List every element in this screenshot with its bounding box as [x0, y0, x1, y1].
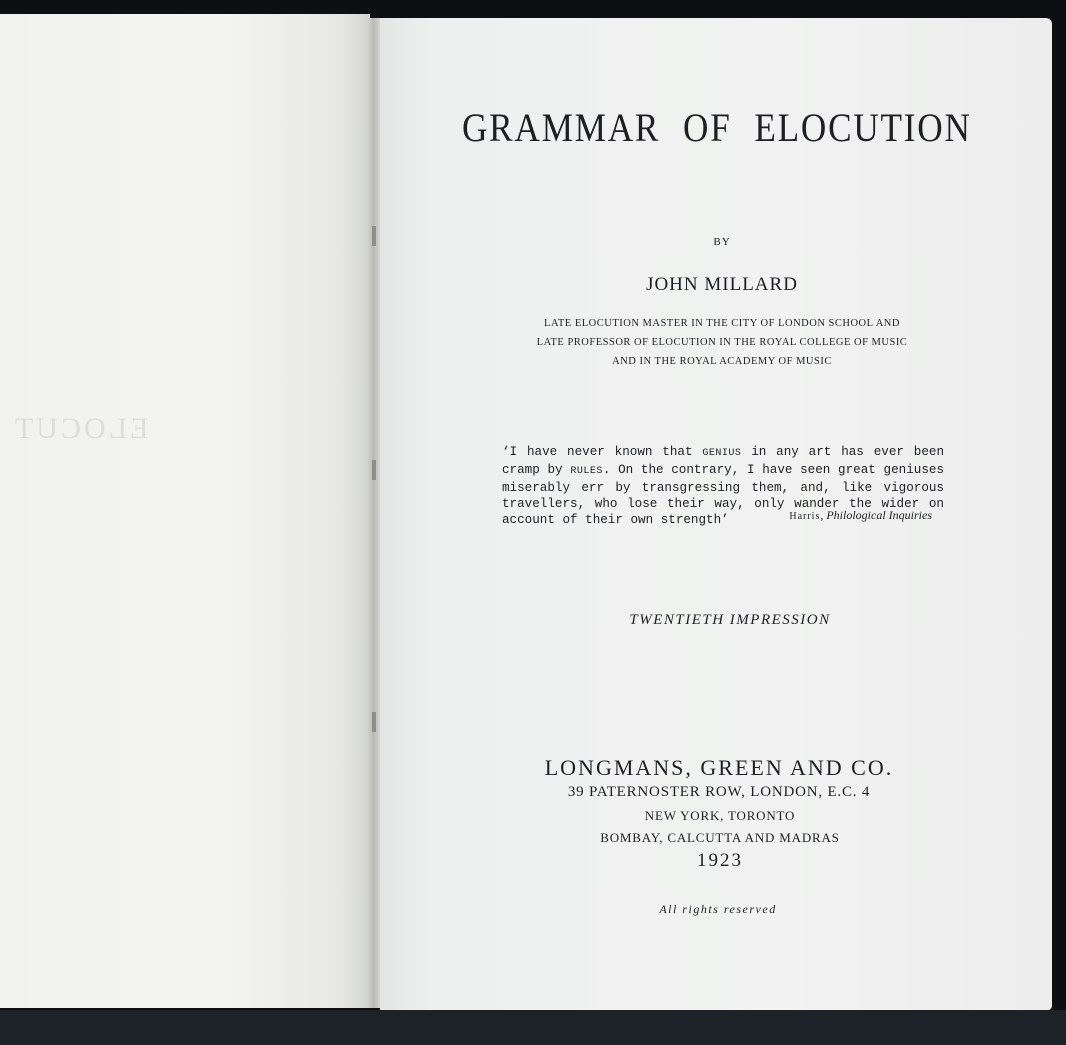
book-title: GRAMMAR OF ELOCUTION — [462, 105, 972, 150]
epigraph-text: ‘I have never known that — [502, 445, 703, 459]
attribution-name: Harris — [789, 511, 821, 522]
publisher-address: 39 PATERNOSTER ROW, LONDON, E.C. 4 — [567, 784, 871, 800]
binding-stitch — [372, 226, 376, 246]
binding-stitch — [372, 712, 376, 732]
epigraph-text: in any art has ever been cramp — [502, 445, 945, 477]
attribution-work: Philological Inquiries — [826, 508, 932, 522]
impression-note: TWENTIETH IMPRESSION — [629, 612, 831, 628]
credential-line: LATE PROFESSOR OF ELOCUTION IN THE ROYAL COLLEGE OF MUSIC — [536, 337, 908, 348]
credential-line: LATE ELOCUTION MASTER IN THE CITY OF LONDON SCHOOL AND — [544, 318, 900, 329]
author-name: JOHN MILLARD — [646, 274, 798, 295]
book-cover-edge — [0, 1010, 1066, 1045]
publisher-cities: BOMBAY, CALCUTTA AND MADRAS — [600, 830, 840, 845]
bleed-through-text: ELOCUT — [12, 412, 149, 445]
credential-line: AND IN THE ROYAL ACADEMY OF MUSIC — [612, 356, 832, 367]
publisher-cities: NEW YORK, TORONTO — [644, 808, 796, 823]
epigraph-rules: RULES — [570, 466, 603, 477]
left-blank-page — [0, 14, 370, 1008]
publisher-name: LONGMANS, GREEN AND CO. — [544, 755, 894, 780]
byline: BY — [713, 236, 731, 248]
binding-stitch — [372, 460, 376, 480]
epigraph-text: by — [547, 463, 571, 477]
publication-year: 1923 — [697, 850, 743, 871]
author-credentials — [500, 314, 944, 371]
rights-notice: All rights reserved — [659, 902, 777, 916]
epigraph-attribution: Harris, Philological Inquiries — [789, 508, 932, 522]
epigraph-genius: GENIUS — [702, 448, 742, 459]
epigraph-text: . On the contrary, I have seen great geniuses miserably err by transgressing them, and, like vigorous travellers, who lose their way, only wander the wider on account of their own strength’ — [502, 463, 944, 527]
